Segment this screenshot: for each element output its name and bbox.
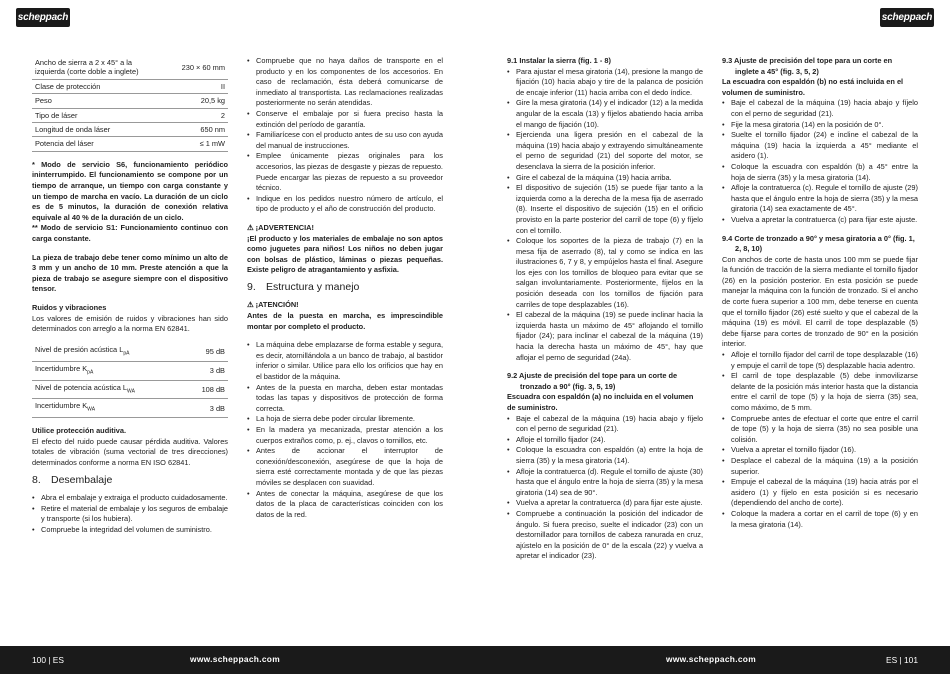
section-9-3-subtitle: La escuadra con espaldón (b) no está incluida en el volumen de suministro. <box>722 77 904 97</box>
install-list <box>507 67 703 364</box>
hearing-title: Utilice protección auditiva. <box>32 426 127 436</box>
section-title: Desembalaje <box>51 473 113 486</box>
list-item: • Vuelva a apretar la contratuerca (d) para fijar este ajuste. <box>507 498 703 509</box>
adjust-90-list <box>507 414 703 562</box>
noise-label: Nivel de potencia acústica L <box>35 382 128 392</box>
table-row <box>32 123 228 137</box>
spec-label: Peso <box>32 94 150 108</box>
adjust-45-list <box>722 98 918 225</box>
list-item: • Baje el cabezal de la máquina (19) hacia abajo y fíjelo con el perno de seguridad (21). <box>722 98 918 119</box>
workpiece-note: La pieza de trabajo debe tener como mínimo un alto de 3 mm y un ancho de 10 mm. Preste atención a que la pieza de trabajo se asegure siempre con el dispositivo tensor. <box>32 252 228 294</box>
warning-text: ¡El producto y los materiales de embalaje no son aptos como juguetes para niños! Los niños no deben jugar con bolsas de plástico, láminas o piezas pequeñas. Existe peligro de atragantamiento y asfixia. <box>247 233 443 275</box>
list-item: • Vuelva a apretar la contratuerca (c) para fijar este ajuste. <box>722 215 918 226</box>
list-item: • Compruebe a continuación la posición del indicador de ángulo. Si fuera preciso, suelte el indicador (23) con un destornillador para tornillos de cabeza ranurada en cruz, ajústelo en la posición de 0° de la escala (22) y vuelva a apretar el indicador (23). <box>507 509 703 562</box>
spec-label: Ancho de sierra a 2 x 45° a la izquierda (corte doble a inglete) <box>32 56 150 79</box>
spec-value: 2 <box>150 108 228 122</box>
spec-label: Potencia del láser <box>32 137 150 151</box>
brand-logo-right: scheppach <box>880 8 934 27</box>
section-number: 8. <box>32 473 41 486</box>
list-item: • Gire el cabezal de la máquina (19) hacia arriba. <box>507 173 703 184</box>
noise-sub: WA <box>127 387 135 394</box>
list-item: • Empuje el cabezal de la máquina (19) hacia atrás por el asidero (1) y fíjelo en esta posición si es necesario (dependiendo del ancho de corte). <box>722 477 918 509</box>
noise-text: Los valores de emisión de ruidos y vibraciones han sido determinados con arreglo a la norma EN 62841. <box>32 313 228 334</box>
column-3 <box>507 56 703 562</box>
list-item: • Antes de accionar el interruptor de conexión/desconexión, asegúrese de que la hoja de sierra esté correctamente montada y de que las piezas móviles se desplacen con suavidad. <box>247 446 443 488</box>
website-link-left[interactable]: www.scheppach.com <box>190 654 280 664</box>
list-item: • Abra el embalaje y extraiga el producto cuidadosamente. <box>32 493 228 504</box>
noise-table <box>32 343 228 419</box>
section-title: Estructura y manejo <box>266 280 360 293</box>
crosscut-list <box>722 350 918 530</box>
table-row <box>32 137 228 151</box>
list-item: • Antes de la puesta en marcha, deben estar montadas todas las tapas y dispositivos de protección de forma correcta. <box>247 383 443 415</box>
list-item: • Vuelva a apretar el tornillo fijador (16). <box>722 445 918 456</box>
noise-label: Nivel de presión acústica L <box>35 344 124 354</box>
list-item: • Afloje el tornillo fijador (24). <box>507 435 703 446</box>
noise-value: 3 dB <box>185 361 228 380</box>
noise-sub: WA <box>87 406 96 413</box>
table-row <box>32 56 228 79</box>
section-9-4-title: 9.4 Corte de tronzado a 90° y mesa giratoria a 0° (fig. 1, 2, 8, 10) <box>722 233 915 254</box>
spec-label: Tipo de láser <box>32 108 150 122</box>
attention-title: ⚠ ¡ATENCIÓN! <box>247 300 299 310</box>
list-item: • Ejercienda una ligera presión en el cabezal de la máquina (19) hacia abajo y extrayendo simultáneamente el perno de seguridad (21) del soporte del motor, se desenclava la sierra de la posición inferior. <box>507 130 703 172</box>
list-item: • Indique en los pedidos nuestro número de artículo, el tipo de producto y el año de construcción del producto. <box>247 194 443 215</box>
spec-table <box>32 56 228 152</box>
section-9-1-title: 9.1 Instalar la sierra (fig. 1 - 8) <box>507 56 611 65</box>
section-9-2-title: 9.2 Ajuste de precisión del tope para un corte de tronzado a 90° (fig. 3, 5, 19) <box>507 371 678 391</box>
list-item: • Conserve el embalaje por si fuera preciso hasta la extinción del período de garantía. <box>247 109 443 130</box>
noise-title: Ruidos y vibraciones <box>32 302 107 312</box>
list-item: • La hoja de sierra debe poder circular libremente. <box>247 414 443 425</box>
spec-value: II <box>150 79 228 93</box>
table-row <box>32 399 228 418</box>
list-item: • Gire la mesa giratoria (14) y el indicador (12) a la medida angular de la escala (13) y fíjelos abatiendo hacia arriba el mango de fijación (10). <box>507 98 703 130</box>
section-9-3-title: 9.3 Ajuste de precisión del tope para un corte en inglete a 45° (fig. 3, 5, 2) <box>722 56 893 76</box>
brand-logo-left: scheppach <box>16 8 70 27</box>
list-item: • Fije la mesa giratoria (14) en la posición de 0°. <box>722 120 918 131</box>
list-item: • Coloque la escuadra con espaldón (b) a 45° entre la hoja de sierra (35) y la mesa giratoria (14). <box>722 162 918 183</box>
section-9-heading <box>247 282 443 293</box>
list-item: • Afloje la contratuerca (c). Regule el tornillo de ajuste (29) hasta que el ángulo entre la hoja de sierra (35) y la mesa giratoria (14) sea exactamente de 45°. <box>722 183 918 215</box>
list-item: • Coloque la madera a cortar en el carril de tope (6) y en la mesa giratoria (14). <box>722 509 918 530</box>
list-item: • Compruebe antes de efectuar el corte que entre el carril de tope (5) y la hoja de sierra (35) no sea posible una colisión. <box>722 414 918 446</box>
website-link-right[interactable]: www.scheppach.com <box>666 654 756 664</box>
spec-label: Clase de protección <box>32 79 150 93</box>
column-4 <box>722 56 918 530</box>
table-row <box>32 79 228 93</box>
noise-sub: pA <box>87 369 94 376</box>
list-item: • Compruebe que no haya daños de transporte en el producto y en los componentes de los accesorios. En caso de reclamación, ésta deberá comunicarse de inmediato al transportista. Las reclamaciones realizadas posteriormente no serán atendidas. <box>247 56 443 109</box>
column-2 <box>247 56 443 520</box>
noise-value: 95 dB <box>185 343 228 361</box>
attention-text: Antes de la puesta en marcha, es imprescindible montar por completo el producto. <box>247 311 443 331</box>
hearing-text: El efecto del ruido puede causar pérdida auditiva. Valores totales de vibración (suma vectorial de tres direcciones) determinados conforme a norma EN ISO 62841. <box>32 436 228 468</box>
footer-bar <box>0 646 950 674</box>
page-number-left: 100 | ES <box>32 655 64 665</box>
list-item: • La máquina debe emplazarse de forma estable y segura, es decir, atornillándola a un banco de trabajo, al bastidor inferior o similar. Utilice para ello los orificios que hay en el bastidor de la máquina. <box>247 340 443 382</box>
list-item: • Para ajustar el mesa giratoria (14), presione la mango de fijación (10) hacia abajo y tire de la palanca de posición de encaje inferior (11) hacia arriba con el dedo índice. <box>507 67 703 99</box>
list-item: • El carril de tope desplazable (5) debe inmovilizarse delante de la posición más interior hasta que la distancia entre el carril de tope (5) y la hoja de sierra (35) sea, como máximo, de 5 mm. <box>722 371 918 413</box>
warning-title: ⚠ ¡ADVERTENCIA! <box>247 222 314 232</box>
spec-value: 650 nm <box>150 123 228 137</box>
spec-value: 230 × 60 mm <box>150 56 228 79</box>
noise-label: Incertidumbre K <box>35 401 88 411</box>
noise-label: Incertidumbre K <box>35 363 88 373</box>
list-item: • El cabezal de la máquina (19) se puede inclinar hacia la izquierda hasta un máximo de 45° aflojando el tornillo fijador (24); para inclinar el cabezal de la máquina (19) hacia la derecha hasta un máximo de 45°, hay que aflojar el perno de seguridad (24a). <box>507 310 703 363</box>
section-9-4-text: Con anchos de corte de hasta unos 100 mm se puede fijar la función de tracción de la sierra mediante el tornillo fijador (26) en la posición posterior. En esta posición se puede manejar la máquina con la función de tronzado. Si el ancho de corte fuera superior a 100 mm, debe tenerse en cuenta que el tornillo fijador (26) esté suelto y que el cabezal de la máquina (19) es móvil. El carril de tope desplazable (5) debe fijarse para cortes de tronzado de 90° en la posición interior. <box>722 254 918 349</box>
table-row <box>32 380 228 399</box>
list-item: • Coloque la escuadra con espaldón (a) entre la hoja de sierra (35) y la mesa giratoria (14). <box>507 445 703 466</box>
list-item: • Familiarícese con el producto antes de su uso con ayuda del manual de instrucciones. <box>247 130 443 151</box>
table-row <box>32 361 228 380</box>
list-item: • Retire el material de embalaje y los seguros de embalaje y transporte (si los hubiera). <box>32 504 228 525</box>
noise-value: 3 dB <box>185 399 228 418</box>
section-9-2-subtitle: Escuadra con espaldón (a) no incluida en el volumen de suministro. <box>507 392 694 412</box>
spec-label: Longitud de onda láser <box>32 123 150 137</box>
s6-note: * Modo de servicio S6, funcionamiento periódico ininterrumpido. El funcionamiento se compone por un tiempo de arranque, un tiempo con carga constante y un tiempo de marcha en vacío. La duración de un ciclo es de 5 minutos, la duración de conexión relativa equivale al 40 % de la duración de un ciclo. <box>32 159 228 222</box>
list-item: • Antes de conectar la máquina, asegúrese de que los datos de la placa de características coinciden con los datos de la red. <box>247 489 443 521</box>
list-item: • Afloje la contratuerca (d). Regule el tornillo de ajuste (30) hasta que el ángulo entre la hoja de sierra (35) y la mesa giratoria (14) sea de 90°. <box>507 467 703 499</box>
unpacking-list <box>32 493 228 535</box>
list-item: • Baje el cabezal de la máquina (19) hacia abajo y fíjelo con el perno de seguridad (21). <box>507 414 703 435</box>
table-row <box>32 343 228 361</box>
noise-sub: pA <box>123 350 130 357</box>
spec-value: ≤ 1 mW <box>150 137 228 151</box>
table-row <box>32 108 228 122</box>
list-item: • Desplace el cabezal de la máquina (19) a la posición superior. <box>722 456 918 477</box>
list-item: • Emplee únicamente piezas originales para los accesorios, las piezas de desgaste y piezas de repuesto. Puede encargar las piezas de repuesto a su proveedor técnico. <box>247 151 443 193</box>
list-item: • En la madera ya mecanizada, prestar atención a los cuerpos extraños como, p. ej., clavos o tornillos, etc. <box>247 425 443 446</box>
list-item: • Coloque los soportes de la pieza de trabajo (7) en la mesa fija de aserrado (8), tal y como se indica en las ilustraciones 6, 7 y 8, y empújelos hasta el final. Asegure los ejes con los tornillos de bloqueo para evitar que se salgan involuntariamente. Posteriormente, fíjelos en la posición deseada con los tornillos de fijación para carriles de tope desplazables (16). <box>507 236 703 310</box>
section-number: 9. <box>247 280 256 293</box>
section-8-heading <box>32 475 228 486</box>
setup-list <box>247 340 443 520</box>
column-1 <box>32 56 228 536</box>
spec-value: 20,5 kg <box>150 94 228 108</box>
noise-value: 108 dB <box>185 380 228 399</box>
table-row <box>32 94 228 108</box>
s1-note: ** Modo de servicio S1: Funcionamiento continuo con carga constante. <box>32 223 228 243</box>
page-number-right: ES | 101 <box>886 655 918 665</box>
unpacking-list-continued <box>247 56 443 215</box>
list-item: • Suelte el tornillo fijador (24) e incline el cabezal de la máquina (19) hacia la izquierda a 45° mediante el asidero (1). <box>722 130 918 162</box>
list-item: • Compruebe la integridad del volumen de suministro. <box>32 525 228 536</box>
list-item: • Afloje el tornillo fijador del carril de tope desplazable (16) y empuje el carril de tope (5) desplazable hacia adentro. <box>722 350 918 371</box>
list-item: • El dispositivo de sujeción (15) se puede fijar tanto a la izquierda como a la derecha de la mesa fija de aserrado (8). Inserte el dispositivo de sujeción (15) en el orificio provisto en la parte posterior del carril de tope (6) y fíjelo con el tornillo. <box>507 183 703 236</box>
